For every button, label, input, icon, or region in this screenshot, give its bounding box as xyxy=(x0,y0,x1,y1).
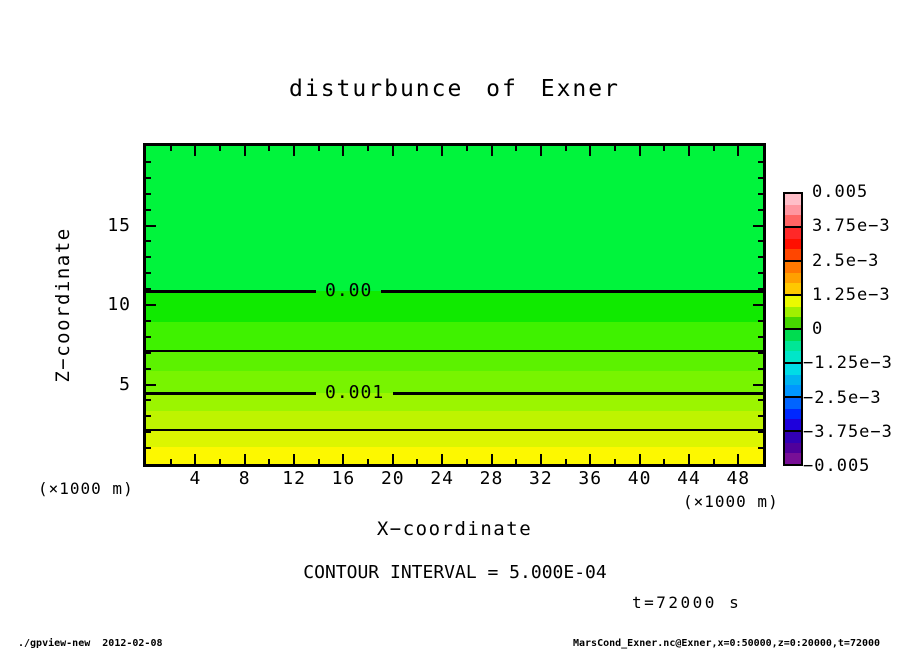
colorbar-tick-label: 0.005 xyxy=(812,182,869,202)
x-minor-tick xyxy=(367,459,369,464)
x-minor-tick xyxy=(268,459,270,464)
colorbar-cell xyxy=(785,364,801,375)
z-major-tick xyxy=(753,304,763,306)
contour-value-label: 0.001 xyxy=(325,382,385,404)
x-minor-tick xyxy=(318,459,320,464)
fill-band xyxy=(146,447,763,464)
colorbar-tick-label: −3.75e−3 xyxy=(803,421,893,442)
contour-line xyxy=(146,350,763,352)
colorbar-tick-label: 0 xyxy=(812,319,824,339)
colorbar-cell xyxy=(785,317,801,330)
fill-band xyxy=(146,322,763,351)
z-major-tick xyxy=(753,225,763,227)
colorbar-cell xyxy=(785,453,801,464)
fill-band xyxy=(146,146,763,291)
x-major-tick xyxy=(491,146,493,156)
x-major-tick xyxy=(441,454,443,464)
colorbar-cell xyxy=(785,341,801,352)
z-minor-tick xyxy=(758,193,763,195)
colorbar-tick-label: 3.75e−3 xyxy=(812,216,891,237)
x-tick-label: 36 xyxy=(578,468,603,489)
x-major-tick xyxy=(244,146,246,156)
fill-band xyxy=(146,430,763,447)
contour-line-segment xyxy=(381,290,763,293)
z-axis-unit-label: (×1000 m) xyxy=(38,479,134,498)
x-minor-tick xyxy=(614,459,616,464)
x-minor-tick xyxy=(367,146,369,151)
z-major-tick xyxy=(753,384,763,386)
colorbar-cell xyxy=(785,443,801,454)
x-major-tick xyxy=(688,454,690,464)
x-minor-tick xyxy=(416,146,418,151)
x-tick-label: 12 xyxy=(282,468,306,489)
z-major-tick xyxy=(146,225,156,227)
contour-interval-label: CONTOUR INTERVAL = 5.000E-04 xyxy=(303,562,607,583)
x-major-tick xyxy=(589,454,591,464)
x-major-tick xyxy=(293,146,295,156)
z-minor-tick xyxy=(758,399,763,401)
z-minor-tick xyxy=(146,399,151,401)
x-minor-tick xyxy=(318,146,320,151)
z-minor-tick xyxy=(146,272,151,274)
z-minor-tick xyxy=(146,161,151,163)
colorbar-cell xyxy=(785,398,801,409)
time-label: t=72000 s xyxy=(632,593,742,612)
colorbar-tick-label: 2.5e−3 xyxy=(812,250,880,271)
footer-source-label: MarsCond_Exner.nc@Exner,x=0:50000,z=0:20000,t=72000 xyxy=(573,638,881,649)
x-tick-label: 20 xyxy=(380,468,405,489)
x-minor-tick xyxy=(219,459,221,464)
colorbar xyxy=(783,192,803,466)
colorbar-cell xyxy=(785,419,801,432)
x-axis-unit-label: (×1000 m) xyxy=(683,492,779,511)
z-minor-tick xyxy=(758,161,763,163)
contour-line-segment xyxy=(146,392,316,395)
z-minor-tick xyxy=(758,336,763,338)
x-tick-label: 24 xyxy=(430,468,454,489)
colorbar-cell xyxy=(785,215,801,228)
z-minor-tick xyxy=(758,209,763,211)
z-minor-tick xyxy=(758,240,763,242)
x-major-tick xyxy=(194,146,196,156)
z-major-tick xyxy=(146,384,156,386)
chart-title: disturbunce of Exner xyxy=(289,76,620,102)
z-minor-tick xyxy=(146,177,151,179)
z-minor-tick xyxy=(758,256,763,258)
x-major-tick xyxy=(639,454,641,464)
z-minor-tick xyxy=(758,272,763,274)
z-minor-tick xyxy=(146,209,151,211)
fill-band xyxy=(146,351,763,371)
colorbar-cell xyxy=(785,205,801,216)
x-minor-tick xyxy=(565,459,567,464)
x-minor-tick xyxy=(466,459,468,464)
z-major-tick xyxy=(146,304,156,306)
x-major-tick xyxy=(194,454,196,464)
colorbar-cell xyxy=(785,239,801,250)
x-tick-label: 48 xyxy=(726,468,751,489)
x-minor-tick xyxy=(466,146,468,151)
x-minor-tick xyxy=(713,459,715,464)
x-major-tick xyxy=(737,454,739,464)
contour-line-segment xyxy=(393,392,763,395)
x-minor-tick xyxy=(416,459,418,464)
z-minor-tick xyxy=(758,177,763,179)
z-minor-tick xyxy=(146,447,151,449)
z-minor-tick xyxy=(146,336,151,338)
contour-value-label: 0.00 xyxy=(325,280,373,302)
x-minor-tick xyxy=(170,459,172,464)
z-minor-tick xyxy=(758,447,763,449)
y-axis-title: Z−coordinate xyxy=(52,227,74,383)
x-minor-tick xyxy=(219,146,221,151)
x-tick-label: 4 xyxy=(189,468,202,489)
z-minor-tick xyxy=(758,368,763,370)
x-major-tick xyxy=(293,454,295,464)
x-major-tick xyxy=(589,146,591,156)
fill-band xyxy=(146,411,763,430)
x-major-tick xyxy=(342,454,344,464)
x-tick-label: 28 xyxy=(479,468,504,489)
z-minor-tick xyxy=(758,352,763,354)
x-minor-tick xyxy=(170,146,172,151)
x-major-tick xyxy=(639,146,641,156)
x-axis-title: X−coordinate xyxy=(376,518,533,540)
x-major-tick xyxy=(244,454,246,464)
z-tick-label: 10 xyxy=(107,294,131,315)
contour-line xyxy=(146,429,763,431)
x-tick-label: 44 xyxy=(677,468,701,489)
contour-line-segment xyxy=(146,290,316,293)
x-major-tick xyxy=(540,146,542,156)
colorbar-cell xyxy=(785,296,801,307)
x-major-tick xyxy=(491,454,493,464)
z-minor-tick xyxy=(758,320,763,322)
x-minor-tick xyxy=(614,146,616,151)
colorbar-cell xyxy=(785,249,801,262)
contour-line-labeled xyxy=(146,382,763,404)
x-major-tick xyxy=(392,146,394,156)
colorbar-cell xyxy=(785,385,801,398)
z-tick-label: 15 xyxy=(107,214,131,236)
z-minor-tick xyxy=(146,256,151,258)
colorbar-tick-label: −0.005 xyxy=(803,456,871,476)
x-minor-tick xyxy=(713,146,715,151)
colorbar-cell xyxy=(785,351,801,364)
colorbar-cell xyxy=(785,432,801,443)
x-minor-tick xyxy=(663,146,665,151)
x-major-tick xyxy=(342,146,344,156)
z-minor-tick xyxy=(146,320,151,322)
contour-line-labeled xyxy=(146,280,763,302)
x-tick-label: 32 xyxy=(529,468,553,489)
colorbar-cell xyxy=(785,194,801,205)
colorbar-cell xyxy=(785,375,801,386)
x-tick-label: 8 xyxy=(238,468,251,489)
z-minor-tick xyxy=(758,415,763,417)
x-minor-tick xyxy=(515,459,517,464)
z-minor-tick xyxy=(146,368,151,370)
colorbar-cell xyxy=(785,228,801,239)
z-tick-label: 5 xyxy=(119,373,131,395)
x-tick-label: 40 xyxy=(627,468,652,489)
x-major-tick xyxy=(441,146,443,156)
colorbar-tick-label: −2.5e−3 xyxy=(803,387,882,408)
x-major-tick xyxy=(688,146,690,156)
x-major-tick xyxy=(540,454,542,464)
x-minor-tick xyxy=(565,146,567,151)
z-minor-tick xyxy=(146,415,151,417)
x-major-tick xyxy=(737,146,739,156)
colorbar-tick-label: −1.25e−3 xyxy=(803,353,893,374)
x-minor-tick xyxy=(515,146,517,151)
plot-area xyxy=(143,143,766,467)
z-minor-tick xyxy=(146,240,151,242)
z-minor-tick xyxy=(146,288,151,290)
colorbar-cell xyxy=(785,273,801,284)
colorbar-cell xyxy=(785,283,801,296)
z-minor-tick xyxy=(146,193,151,195)
colorbar-tick-label: 1.25e−3 xyxy=(812,284,891,305)
z-minor-tick xyxy=(758,431,763,433)
z-minor-tick xyxy=(146,431,151,433)
x-minor-tick xyxy=(663,459,665,464)
colorbar-cell xyxy=(785,409,801,420)
footer-command-label: ./gpview-new 2012-02-08 xyxy=(18,638,163,649)
z-minor-tick xyxy=(758,288,763,290)
colorbar-cell xyxy=(785,262,801,273)
x-minor-tick xyxy=(268,146,270,151)
x-tick-label: 16 xyxy=(331,468,356,489)
colorbar-cell xyxy=(785,307,801,318)
z-minor-tick xyxy=(146,352,151,354)
colorbar-cell xyxy=(785,330,801,341)
x-major-tick xyxy=(392,454,394,464)
